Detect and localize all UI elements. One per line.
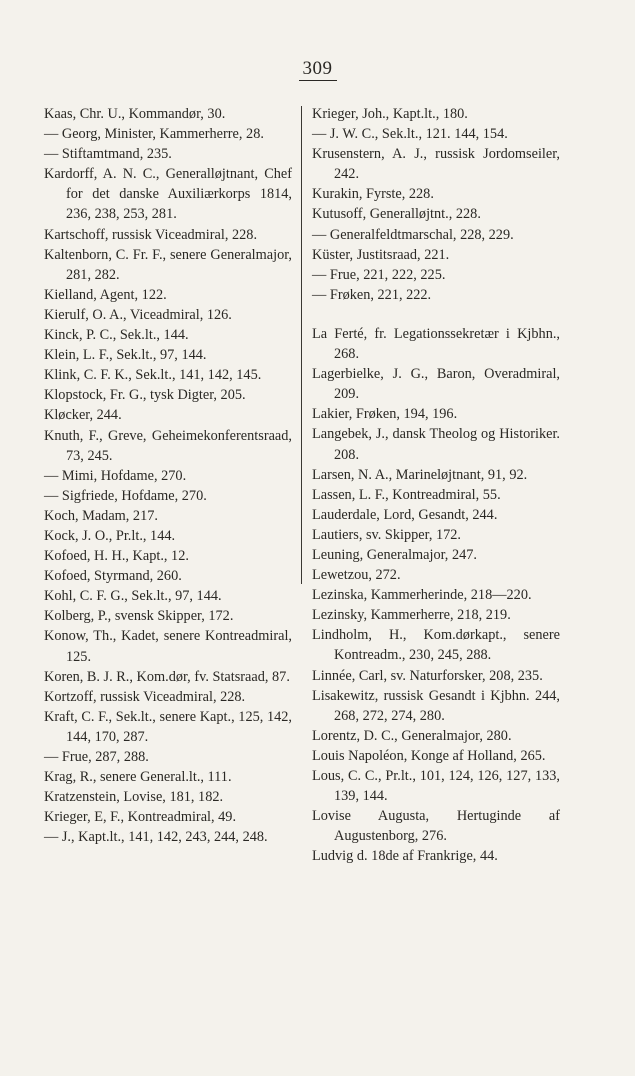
index-entry: La Ferté, fr. Legationssekretær i Kjbhn., 268.: [312, 325, 560, 363]
index-entry: Kolberg, P., svensk Skipper, 172.: [44, 608, 234, 625]
index-entry: Lautiers, sv. Skipper, 172.: [312, 526, 461, 543]
index-entry: Koch, Madam, 217.: [44, 507, 158, 524]
index-entry: Kortzoff, russisk Viceadmiral, 228.: [44, 688, 246, 705]
index-entry: Lovise Augusta, Hertuginde af Augustenborg, 276.: [312, 808, 560, 845]
index-entry: Konow, Th., Kadet, senere Kontreadmiral, 125.: [44, 628, 292, 665]
index-entry: Kielland, Agent, 122.: [44, 286, 167, 303]
left-column: [44, 104, 292, 847]
index-entry: Kohl, C. F. G., Sek.lt., 97, 144.: [44, 588, 222, 605]
index-entry: — Georg, Minister, Kammerherre, 28.: [44, 126, 264, 143]
index-entry: Kinck, P. C., Sek.lt., 144.: [44, 327, 189, 344]
index-entry: Leuning, Generalmajor, 247.: [312, 546, 477, 563]
index-entry: — Sigfriede, Hofdame, 270.: [44, 487, 207, 504]
index-entry: Krieger, Joh., Kapt.lt., 180.: [312, 106, 468, 122]
index-entry: — Mimi, Hofdame, 270.: [44, 467, 187, 484]
index-entry: Lorentz, D. C., Generalmajor, 280.: [312, 727, 512, 744]
index-entry: Kratzenstein, Lovise, 181, 182.: [44, 789, 224, 806]
index-entry: Kurakin, Fyrste, 228.: [312, 186, 434, 203]
index-entry: — J. W. C., Sek.lt., 121. 144, 154.: [312, 126, 508, 143]
index-entry: Kutusoff, Generalløjtnt., 228.: [312, 206, 481, 223]
index-entry: Krag, R., senere General.lt., 111.: [44, 769, 232, 786]
index-entry: Larsen, N. A., Marineløjtnant, 91, 92.: [312, 466, 528, 483]
index-entry: — Frøken, 221, 222.: [312, 286, 432, 303]
right-column: [312, 104, 560, 866]
index-entry: Kløcker, 244.: [44, 407, 122, 424]
index-entry: Linnée, Carl, sv. Naturforsker, 208, 235.: [312, 667, 543, 684]
index-entry: Klink, C. F. K., Sek.lt., 141, 142, 145.: [44, 367, 262, 384]
index-entry: Kierulf, O. A., Viceadmiral, 126.: [44, 306, 232, 323]
index-entry: Kaas, Chr. U., Kommandør, 30.: [44, 106, 226, 122]
index-entry: Lezinsky, Kammerherre, 218, 219.: [312, 607, 511, 624]
index-entry: Klein, L. F., Sek.lt., 97, 144.: [44, 347, 207, 364]
index-entry: Lassen, L. F., Kontreadmiral, 55.: [312, 486, 501, 503]
index-entry: Lezinska, Kammerherinde, 218—220.: [312, 587, 532, 604]
index-entry: Kartschoff, russisk Viceadmiral, 228.: [44, 226, 258, 243]
index-entry: Kofoed, Styrmand, 260.: [44, 568, 182, 585]
index-entry: Kardorff, A. N. C., Generalløjtnant, Chef for det danske Auxiliærkorps 1814, 236, 238, 253, 281.: [44, 166, 292, 223]
index-entry: Klopstock, Fr. G., tysk Digter, 205.: [44, 387, 246, 404]
index-entry: Lewetzou, 272.: [312, 567, 401, 584]
index-entry: — Generalfeldtmarschal, 228, 229.: [312, 226, 514, 243]
page-number-text: 309: [299, 58, 337, 81]
column-divider: [301, 106, 302, 584]
index-entry: Lous, C. C., Pr.lt., 101, 124, 126, 127, 133, 139, 144.: [312, 768, 560, 805]
index-entry: Kock, J. O., Pr.lt., 144.: [44, 527, 176, 544]
index-entry: Lisakewitz, russisk Gesandt i Kjbhn. 244, 268, 272, 274, 280.: [312, 687, 560, 724]
index-entry: Kraft, C. F., Sek.lt., senere Kapt., 125, 142, 144, 170, 287.: [44, 708, 292, 745]
index-entry: Krieger, E, F., Kontreadmiral, 49.: [44, 809, 237, 826]
index-entry: — Frue, 287, 288.: [44, 749, 149, 765]
index-entry: Langebek, J., dansk Theolog og Historiker. 208.: [312, 426, 560, 463]
index-entry: Lagerbielke, J. G., Baron, Overadmiral, 209.: [312, 366, 560, 403]
index-entry: Louis Napoléon, Konge af Holland, 265.: [312, 747, 546, 764]
index-entry: Küster, Justitsraad, 221.: [312, 246, 450, 263]
index-entry: Kaltenborn, C. Fr. F., senere Generalmajor, 281, 282.: [44, 246, 292, 283]
index-entry: Kofoed, H. H., Kapt., 12.: [44, 548, 189, 565]
index-entry: Lakier, Frøken, 194, 196.: [312, 406, 458, 423]
index-entry: — J., Kapt.lt., 141, 142, 243, 244, 248.: [44, 829, 268, 846]
index-entry: — Frue, 221, 222, 225.: [312, 266, 446, 283]
index-entry: Lauderdale, Lord, Gesandt, 244.: [312, 506, 498, 523]
index-entry: — Stiftamtmand, 235.: [44, 146, 172, 163]
index-entry: Knuth, F., Greve, Geheimekonferentsraad, 73, 245.: [44, 427, 292, 464]
index-entry: Krusenstern, A. J., russisk Jordomseiler, 242.: [312, 146, 560, 183]
page-number: [0, 58, 635, 80]
index-entry: Lindholm, H., Kom.dørkapt., senere Kontreadm., 230, 245, 288.: [312, 627, 560, 664]
index-entry: Koren, B. J. R., Kom.dør, fv. Statsraad, 87.: [44, 668, 290, 685]
index-entry: Ludvig d. 18de af Frankrige, 44.: [312, 848, 498, 865]
